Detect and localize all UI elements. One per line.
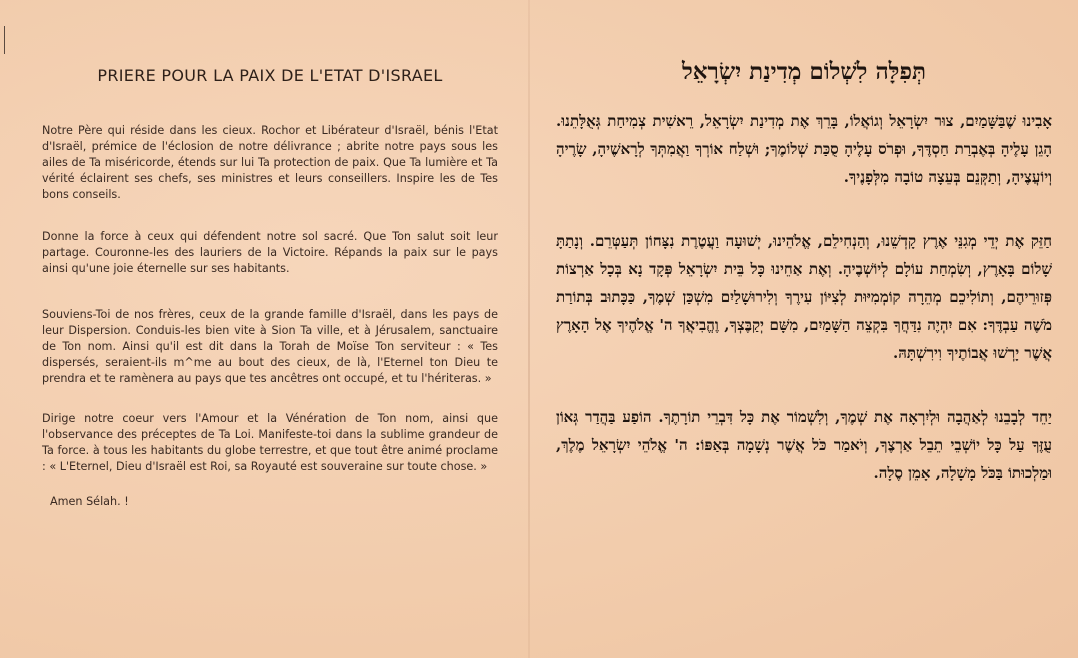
center-fold [528,0,530,658]
french-paragraph: Donne la force à ceux qui défendent notre sol sacré. Que Ton salut soit leur partage. Couronne-les des lauriers de la Victoire. Répands la paix sur le pays ainsi qu'une joie éternelle sur ses habitants. [42,230,498,275]
scan-margin-bottom [0,658,1088,672]
hebrew-paragraph: אָבִינוּ שֶׁבַּשָּׁמַיִם, צוּר יִשְׂרָאֵל וְגוֹאֲלוֹ, בָּרֵךְ אֶת מְדִינַת יִשְׂרָאֵל, רֵאשִׁית צְמִיחַת גְּאֻלָּתֵנוּ. הָגֵן עָלֶיהָ בְּאֶבְרַת חַסְדֶּךָ, וּפְרֹס עָלֶיהָ סֻכַּת שְׁלוֹמֶךָ; וּשְׁלַח אוֹרְךָ וַאֲמִתְּךָ לְרָאשֶׁיהָ, שָׂרֶיהָ וְיוֹעֲצֶיהָ, וְתַקְּנֵם בְּעֵצָה טוֹבָה מִלְּפָנֶיךָ. [556,112,1052,186]
french-paragraph: Notre Père qui réside dans les cieux. Rochor et Libérateur d'Israël, bénis l'Etat d'Israël, prémice de l'éclosion de notre délivrance ; abrite notre pays sous les ailes de Ta miséricorde, étends sur lui Ta protection de paix. Que Ta lumière et Ta vérité éclairent ses chefs, ses ministres et leurs conseillers. Inspire les de Tes bons conseils. [42,124,498,201]
scan-margin-right [1078,0,1088,672]
hebrew-title: תְּפִלָּה לִשְׁלוֹם מְדִינַת יִשְׂרָאֵל [682,58,926,85]
french-title: PRIERE POUR LA PAIX DE L'ETAT D'ISRAEL [97,66,443,85]
french-column [42,66,498,508]
edge-mark [4,26,5,54]
french-closing: Amen Sélah. ! [50,495,129,508]
hebrew-column [556,58,1052,509]
french-paragraph: Dirige notre coeur vers l'Amour et la Vénération de Ton nom, ainsi que l'observance des préceptes de Ta Loi. Manifeste-toi dans la sublime grandeur de Ta force. à tous les habitants du globe terrestre, et que tout être animé proclame : « L'Eternel, Dieu d'Israël est Roi, sa Royauté est souveraine sur toute chose. » [42,412,498,473]
hebrew-paragraph: יַחֵד לְבָבֵנוּ לְאַהֲבָה וּלְיִרְאָה אֶת שְׁמֶךָ, וְלִשְׁמוֹר אֶת כָּל דִּבְרֵי תוֹרָתֶךָ. הוֹפַע בַּהֲדַר גְּאוֹן עֻזֶּךָ עַל כָּל יוֹשְׁבֵי תֵבֵל אַרְצֶךָ, וְיֹאמַר כֹּל אֲשֶׁר נְשָׁמָה בְּאַפּוֹ: ה' אֱלֹהֵי יִשְׂרָאֵל מֶלֶךְ, וּמַלְכוּתוֹ בַּכֹּל מָשָׁלָה, אָמֵן סֶלָה. [556,408,1052,482]
french-paragraph: Souviens-Toi de nos frères, ceux de la grande famille d'Israël, dans les pays de leur Dispersion. Conduis-les bien vite à Sion Ta ville, et à Jérusalem, sanctuaire de Ton nom. Ainsi qu'il est dit dans la Torah de Moïse Ton serviteur : « Tes dispersés, seraient-ils m^me au bout des cieux, de là, l'Eternel ton Dieu te prendra et te ramènera au pays que tes ancêtres ont occupé, et tu l'hériteras. » [42,308,498,385]
hebrew-paragraph: חַזֵּק אֶת יְדֵי מְגִנֵּי אֶרֶץ קָדְשֵׁנוּ, וְהַנְחִילֵם, אֱלֹהֵינוּ, יְשׁוּעָה וַעֲטֶרֶת נִצָּחוֹן תְּעַטְּרֵם. וְנָתַתָּ שָׁלוֹם בָּאָרֶץ, וְשִׂמְחַת עוֹלָם לְיוֹשְׁבֶיהָ. וְאֶת אַחֵינוּ כָּל בֵּית יִשְׂרָאֵל פְּקָד נָא בְּכָל אַרְצוֹת פְּזוּרֵיהֶם, וְתוֹלִיכֵם מְהֵרָה קוֹמְמִיּוּת לְצִיּוֹן עִירֶךָ וְלִירוּשָׁלַיִם מִשְׁכַּן שְׁמֶךָ, כַּכָּתוּב בְּתוֹרַת מֹשֶׁה עַבְדֶּךָ: אִם יִהְיֶה נִדַּחֲךָ בִּקְצֵה הַשָּׁמַיִם, מִשָּׁם יְקַבֶּצְךָ, וֶהֱבִיאֲךָ ה' אֱלֹהֶיךָ אֶל הָאָרֶץ אֲשֶׁר יָרְשׁוּ אֲבוֹתֶיךָ וִירִשְׁתָּהּ. [556,232,1052,362]
